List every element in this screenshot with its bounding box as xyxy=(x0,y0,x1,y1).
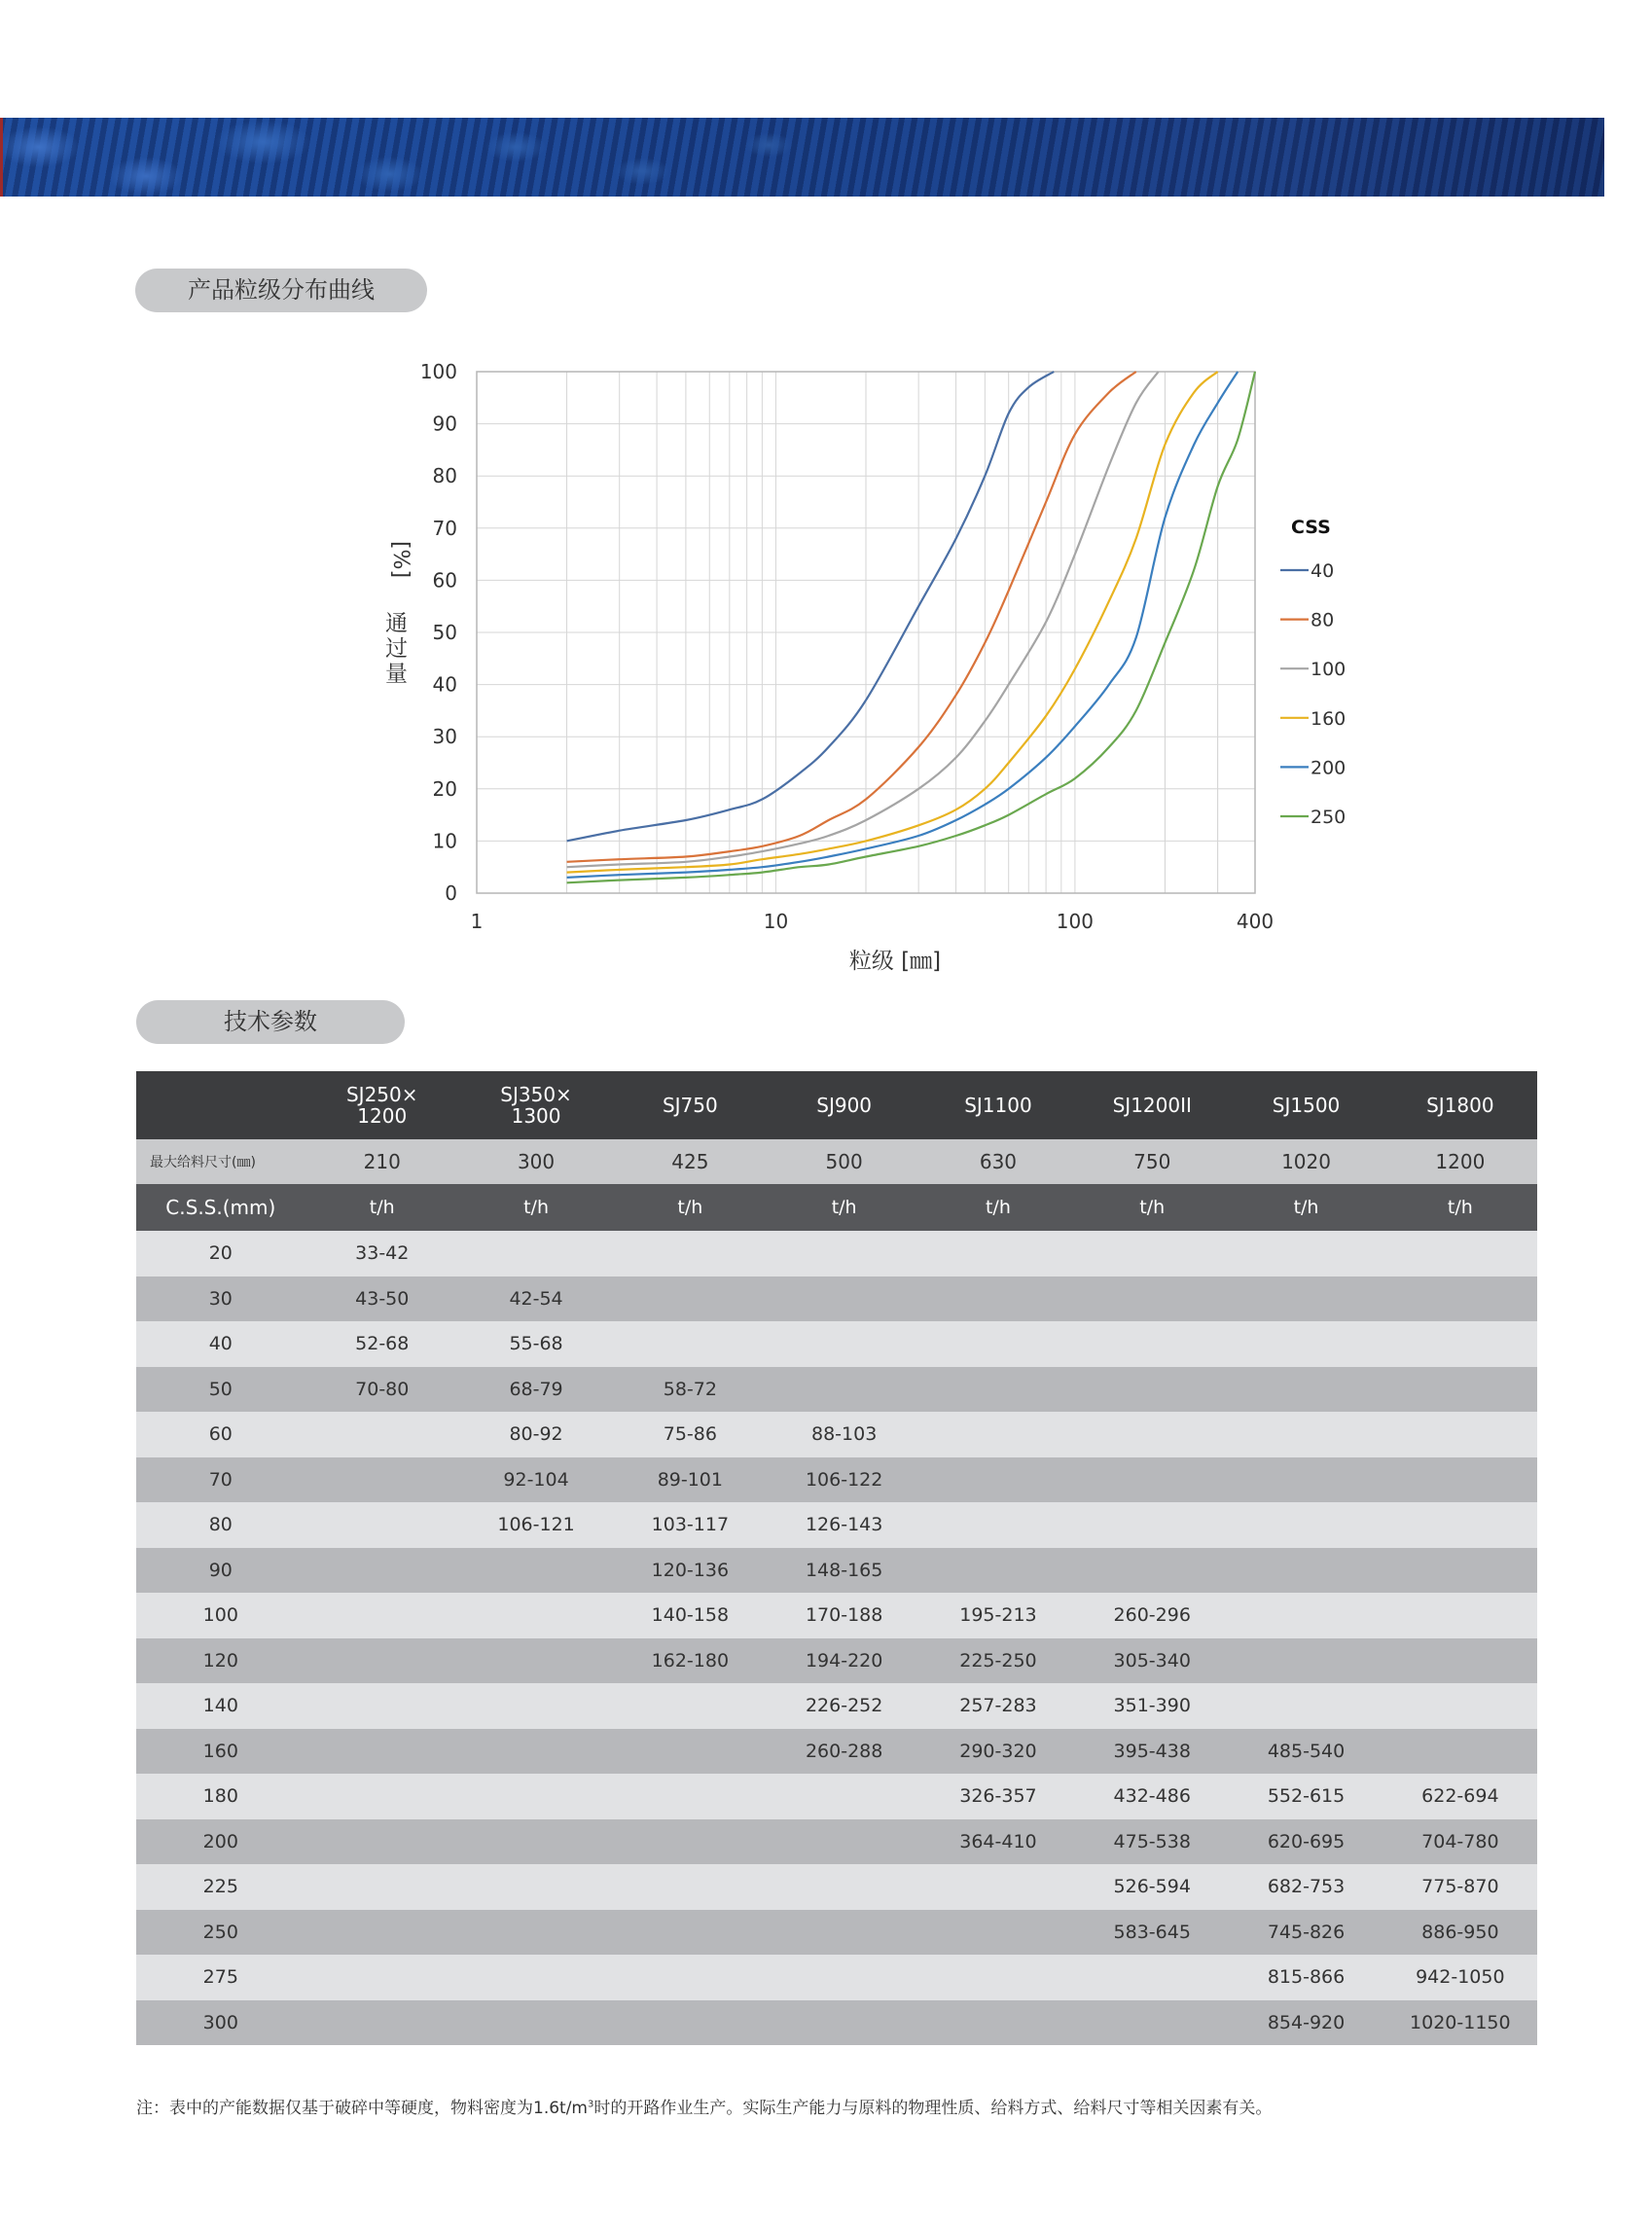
capacity-cell xyxy=(1075,1457,1229,1503)
header-corner-cell xyxy=(136,1071,305,1139)
css-value-cell: 300 xyxy=(136,2000,305,2046)
unit-cell: t/h xyxy=(1229,1184,1383,1231)
table-row xyxy=(136,1367,1537,1413)
feed-size-cell: 750 xyxy=(1075,1139,1229,1184)
capacity-cell xyxy=(768,1276,921,1322)
capacity-cell xyxy=(305,1457,459,1503)
capacity-cell: 33-42 xyxy=(305,1231,459,1276)
unit-cell: t/h xyxy=(1383,1184,1537,1231)
x-tick-label: 400 xyxy=(1236,910,1275,933)
capacity-cell: 1020-1150 xyxy=(1383,2000,1537,2046)
css-value-cell: 200 xyxy=(136,1819,305,1865)
feed-size-cell: 300 xyxy=(459,1139,613,1184)
capacity-cell xyxy=(459,2000,613,2046)
footnote xyxy=(136,2094,1596,2118)
capacity-cell xyxy=(921,1548,1075,1594)
model-header-cell: SJ900 xyxy=(768,1071,921,1139)
model-header-cell: SJ1200II xyxy=(1075,1071,1229,1139)
capacity-cell: 43-50 xyxy=(305,1276,459,1322)
capacity-cell xyxy=(613,2000,767,2046)
css-value-cell: 50 xyxy=(136,1367,305,1413)
capacity-cell xyxy=(305,1955,459,2000)
capacity-cell xyxy=(921,1955,1075,2000)
model-header-cell: SJ750 xyxy=(613,1071,767,1139)
capacity-cell: 815-866 xyxy=(1229,1955,1383,2000)
capacity-cell xyxy=(459,1910,613,1956)
capacity-cell: 55-68 xyxy=(459,1321,613,1367)
unit-cell: t/h xyxy=(1075,1184,1229,1231)
capacity-cell: 80-92 xyxy=(459,1412,613,1457)
capacity-cell xyxy=(768,1321,921,1367)
capacity-cell xyxy=(613,1774,767,1819)
capacity-cell: 75-86 xyxy=(613,1412,767,1457)
capacity-cell xyxy=(1075,1412,1229,1457)
capacity-cell xyxy=(613,1321,767,1367)
table-row xyxy=(136,2000,1537,2046)
capacity-cell: 120-136 xyxy=(613,1548,767,1594)
capacity-cell xyxy=(459,1683,613,1729)
series-line-80 xyxy=(567,372,1136,862)
capacity-cell xyxy=(1075,1321,1229,1367)
css-value-cell: 70 xyxy=(136,1457,305,1503)
spec-table xyxy=(136,1071,1537,2045)
unit-cell: t/h xyxy=(921,1184,1075,1231)
css-value-cell: 250 xyxy=(136,1910,305,1956)
table-row xyxy=(136,1321,1537,1367)
unit-cell: t/h xyxy=(305,1184,459,1231)
capacity-cell: 475-538 xyxy=(1075,1819,1229,1865)
capacity-cell xyxy=(921,1412,1075,1457)
capacity-cell xyxy=(1075,1231,1229,1276)
x-tick-label: 1 xyxy=(470,910,484,933)
table-row xyxy=(136,1683,1537,1729)
css-value-cell: 90 xyxy=(136,1548,305,1594)
capacity-cell xyxy=(1383,1231,1537,1276)
capacity-cell: 70-80 xyxy=(305,1367,459,1413)
css-value-cell: 225 xyxy=(136,1864,305,1910)
legend-label-40: 40 xyxy=(1311,560,1335,582)
capacity-cell xyxy=(1229,1502,1383,1548)
capacity-cell: 195-213 xyxy=(921,1593,1075,1638)
table-row xyxy=(136,1502,1537,1548)
section-title-curve: 产品粒级分布曲线 xyxy=(135,269,427,312)
css-value-cell: 120 xyxy=(136,1638,305,1684)
capacity-cell: 52-68 xyxy=(305,1321,459,1367)
capacity-cell: 326-357 xyxy=(921,1774,1075,1819)
capacity-cell: 854-920 xyxy=(1229,2000,1383,2046)
capacity-cell: 88-103 xyxy=(768,1412,921,1457)
table-row xyxy=(136,1955,1537,2000)
y-axis-label: 通过量 xyxy=(385,611,408,687)
feed-size-cell: 425 xyxy=(613,1139,767,1184)
capacity-cell: 68-79 xyxy=(459,1367,613,1413)
capacity-cell xyxy=(305,1819,459,1865)
capacity-cell xyxy=(921,1502,1075,1548)
css-value-cell: 275 xyxy=(136,1955,305,2000)
legend-label-100: 100 xyxy=(1311,659,1347,681)
capacity-cell: 106-122 xyxy=(768,1457,921,1503)
capacity-cell: 583-645 xyxy=(1075,1910,1229,1956)
capacity-cell: 886-950 xyxy=(1383,1910,1537,1956)
model-header-cell: SJ1500 xyxy=(1229,1071,1383,1139)
capacity-cell: 552-615 xyxy=(1229,1774,1383,1819)
css-value-cell: 80 xyxy=(136,1502,305,1548)
capacity-cell xyxy=(459,1548,613,1594)
capacity-cell xyxy=(305,1910,459,1956)
capacity-cell xyxy=(1383,1502,1537,1548)
capacity-cell: 485-540 xyxy=(1229,1729,1383,1775)
capacity-cell xyxy=(921,1231,1075,1276)
legend-label-200: 200 xyxy=(1311,757,1347,779)
capacity-cell: 682-753 xyxy=(1229,1864,1383,1910)
chart-ticks xyxy=(420,360,1274,933)
capacity-cell xyxy=(1075,1367,1229,1413)
capacity-cell xyxy=(459,1231,613,1276)
capacity-cell xyxy=(1229,1231,1383,1276)
x-axis-label: 粒级 [㎜] xyxy=(848,949,942,974)
y-tick-label: 90 xyxy=(432,412,457,436)
capacity-cell xyxy=(921,1910,1075,1956)
y-tick-label: 0 xyxy=(445,881,457,905)
capacity-cell xyxy=(921,2000,1075,2046)
model-header-cell: SJ1100 xyxy=(921,1071,1075,1139)
footnote-suffix: 时的开路作业生产。实际生产能力与原料的物理性质、给料方式、给料尺寸等相关因素有关。 xyxy=(593,2099,1273,2118)
feed-size-cell: 630 xyxy=(921,1139,1075,1184)
capacity-cell xyxy=(1383,1276,1537,1322)
series-line-200 xyxy=(567,372,1239,878)
capacity-cell: 290-320 xyxy=(921,1729,1075,1775)
capacity-cell xyxy=(768,1367,921,1413)
y-axis-unit: [%] xyxy=(388,540,413,579)
capacity-cell xyxy=(768,1819,921,1865)
capacity-cell xyxy=(459,1819,613,1865)
y-tick-label: 10 xyxy=(432,829,457,853)
capacity-cell xyxy=(1383,1683,1537,1729)
table-row xyxy=(136,1231,1537,1276)
x-tick-label: 10 xyxy=(763,910,789,933)
capacity-cell: 106-121 xyxy=(459,1502,613,1548)
capacity-cell xyxy=(459,1864,613,1910)
capacity-cell xyxy=(305,1774,459,1819)
capacity-cell xyxy=(1383,1321,1537,1367)
capacity-cell: 140-158 xyxy=(613,1593,767,1638)
capacity-cell xyxy=(1383,1367,1537,1413)
capacity-cell xyxy=(768,1231,921,1276)
capacity-cell xyxy=(1229,1412,1383,1457)
capacity-cell xyxy=(613,1864,767,1910)
capacity-cell xyxy=(305,1412,459,1457)
capacity-cell xyxy=(305,2000,459,2046)
capacity-cell: 170-188 xyxy=(768,1593,921,1638)
capacity-cell xyxy=(305,1638,459,1684)
table-row xyxy=(136,1729,1537,1775)
capacity-cell xyxy=(768,1910,921,1956)
unit-row xyxy=(136,1184,1537,1231)
feed-size-label: 最大给料尺寸(㎜) xyxy=(136,1139,305,1184)
capacity-cell: 257-283 xyxy=(921,1683,1075,1729)
capacity-cell: 305-340 xyxy=(1075,1638,1229,1684)
series-line-250 xyxy=(567,372,1255,882)
capacity-cell xyxy=(1075,2000,1229,2046)
capacity-cell: 58-72 xyxy=(613,1367,767,1413)
unit-cell: t/h xyxy=(768,1184,921,1231)
capacity-cell: 745-826 xyxy=(1229,1910,1383,1956)
css-value-cell: 60 xyxy=(136,1412,305,1457)
capacity-cell xyxy=(1229,1638,1383,1684)
capacity-cell: 395-438 xyxy=(1075,1729,1229,1775)
capacity-cell xyxy=(1383,1593,1537,1638)
capacity-cell xyxy=(1229,1367,1383,1413)
capacity-cell xyxy=(305,1683,459,1729)
y-tick-label: 80 xyxy=(432,464,457,488)
y-tick-label: 20 xyxy=(432,776,457,801)
capacity-cell xyxy=(1229,1321,1383,1367)
capacity-cell: 260-288 xyxy=(768,1729,921,1775)
capacity-cell xyxy=(613,1955,767,2000)
feed-size-row xyxy=(136,1139,1537,1184)
table-row xyxy=(136,1638,1537,1684)
capacity-cell xyxy=(1229,1276,1383,1322)
capacity-cell: 225-250 xyxy=(921,1638,1075,1684)
capacity-cell xyxy=(613,1231,767,1276)
series-line-40 xyxy=(567,372,1055,841)
legend-label-160: 160 xyxy=(1311,707,1347,730)
capacity-cell: 620-695 xyxy=(1229,1819,1383,1865)
feed-size-cell: 1020 xyxy=(1229,1139,1383,1184)
capacity-cell xyxy=(1383,1412,1537,1457)
capacity-cell xyxy=(1383,1729,1537,1775)
capacity-cell: 89-101 xyxy=(613,1457,767,1503)
capacity-cell xyxy=(921,1276,1075,1322)
css-value-cell: 140 xyxy=(136,1683,305,1729)
capacity-cell xyxy=(768,1774,921,1819)
section-title-specs: 技术参数 xyxy=(136,1000,405,1044)
capacity-cell xyxy=(613,1910,767,1956)
table-row xyxy=(136,1774,1537,1819)
capacity-cell xyxy=(1229,1548,1383,1594)
y-tick-label: 60 xyxy=(432,568,457,593)
capacity-cell xyxy=(613,1819,767,1865)
capacity-cell: 942-1050 xyxy=(1383,1955,1537,2000)
capacity-cell: 775-870 xyxy=(1383,1864,1537,1910)
capacity-cell xyxy=(459,1593,613,1638)
capacity-cell xyxy=(1229,1457,1383,1503)
capacity-cell xyxy=(305,1548,459,1594)
css-value-cell: 100 xyxy=(136,1593,305,1638)
capacity-cell xyxy=(459,1638,613,1684)
capacity-cell: 226-252 xyxy=(768,1683,921,1729)
table-row xyxy=(136,1412,1537,1457)
model-header-cell: SJ250× 1200 xyxy=(305,1071,459,1139)
model-header-cell: SJ350× 1300 xyxy=(459,1071,613,1139)
capacity-cell xyxy=(1075,1276,1229,1322)
capacity-cell xyxy=(768,1955,921,2000)
table-row xyxy=(136,1593,1537,1638)
chart-legend xyxy=(1280,517,1346,828)
capacity-cell: 526-594 xyxy=(1075,1864,1229,1910)
capacity-cell: 92-104 xyxy=(459,1457,613,1503)
chart-series xyxy=(567,372,1255,882)
capacity-cell xyxy=(305,1864,459,1910)
feed-size-cell: 1200 xyxy=(1383,1139,1537,1184)
feed-size-cell: 210 xyxy=(305,1139,459,1184)
capacity-cell xyxy=(613,1729,767,1775)
y-tick-label: 50 xyxy=(432,621,457,644)
capacity-cell xyxy=(1229,1683,1383,1729)
table-row xyxy=(136,1457,1537,1503)
capacity-cell: 126-143 xyxy=(768,1502,921,1548)
capacity-cell: 622-694 xyxy=(1383,1774,1537,1819)
capacity-cell xyxy=(921,1367,1075,1413)
table-row xyxy=(136,1548,1537,1594)
capacity-cell xyxy=(305,1593,459,1638)
capacity-cell xyxy=(921,1864,1075,1910)
y-tick-label: 30 xyxy=(432,725,457,749)
capacity-cell xyxy=(768,1864,921,1910)
capacity-cell xyxy=(305,1502,459,1548)
unit-cell: t/h xyxy=(459,1184,613,1231)
table-row xyxy=(136,1864,1537,1910)
feed-size-cell: 500 xyxy=(768,1139,921,1184)
capacity-cell: 432-486 xyxy=(1075,1774,1229,1819)
capacity-cell xyxy=(459,1774,613,1819)
capacity-cell: 42-54 xyxy=(459,1276,613,1322)
legend-title: CSS xyxy=(1291,517,1331,538)
capacity-cell xyxy=(459,1729,613,1775)
capacity-cell xyxy=(1075,1955,1229,2000)
capacity-cell: 704-780 xyxy=(1383,1819,1537,1865)
capacity-cell xyxy=(768,2000,921,2046)
css-value-cell: 30 xyxy=(136,1276,305,1322)
capacity-cell: 148-165 xyxy=(768,1548,921,1594)
footnote-superscript: 3 xyxy=(588,2099,594,2110)
capacity-cell: 162-180 xyxy=(613,1638,767,1684)
capacity-cell: 351-390 xyxy=(1075,1683,1229,1729)
capacity-cell: 364-410 xyxy=(921,1819,1075,1865)
capacity-cell xyxy=(613,1683,767,1729)
capacity-cell xyxy=(921,1321,1075,1367)
css-unit-label: C.S.S.(mm) xyxy=(136,1184,305,1231)
capacity-cell xyxy=(1075,1548,1229,1594)
capacity-cell: 103-117 xyxy=(613,1502,767,1548)
capacity-cell: 194-220 xyxy=(768,1638,921,1684)
table-row xyxy=(136,1819,1537,1865)
capacity-cell xyxy=(305,1729,459,1775)
capacity-cell xyxy=(1383,1457,1537,1503)
gradation-chart xyxy=(0,0,1652,983)
capacity-cell: 260-296 xyxy=(1075,1593,1229,1638)
css-value-cell: 180 xyxy=(136,1774,305,1819)
capacity-cell xyxy=(1075,1502,1229,1548)
css-value-cell: 160 xyxy=(136,1729,305,1775)
unit-cell: t/h xyxy=(613,1184,767,1231)
capacity-cell xyxy=(1229,1593,1383,1638)
model-header-cell: SJ1800 xyxy=(1383,1071,1537,1139)
series-line-160 xyxy=(567,372,1218,873)
table-row xyxy=(136,1910,1537,1956)
y-tick-label: 40 xyxy=(432,672,457,697)
css-value-cell: 40 xyxy=(136,1321,305,1367)
capacity-cell xyxy=(613,1276,767,1322)
capacity-cell xyxy=(1383,1548,1537,1594)
legend-label-250: 250 xyxy=(1311,807,1347,828)
y-tick-label: 100 xyxy=(419,360,457,383)
capacity-cell xyxy=(459,1955,613,2000)
capacity-cell xyxy=(921,1457,1075,1503)
table-header-row xyxy=(136,1071,1537,1139)
table-row xyxy=(136,1276,1537,1322)
y-tick-label: 70 xyxy=(432,516,457,540)
legend-label-80: 80 xyxy=(1311,609,1335,631)
css-value-cell: 20 xyxy=(136,1231,305,1276)
footnote-prefix: 注：表中的产能数据仅基于破碎中等硬度，物料密度为1.6t/m xyxy=(136,2099,588,2118)
x-tick-label: 100 xyxy=(1056,910,1094,933)
capacity-cell xyxy=(1383,1638,1537,1684)
